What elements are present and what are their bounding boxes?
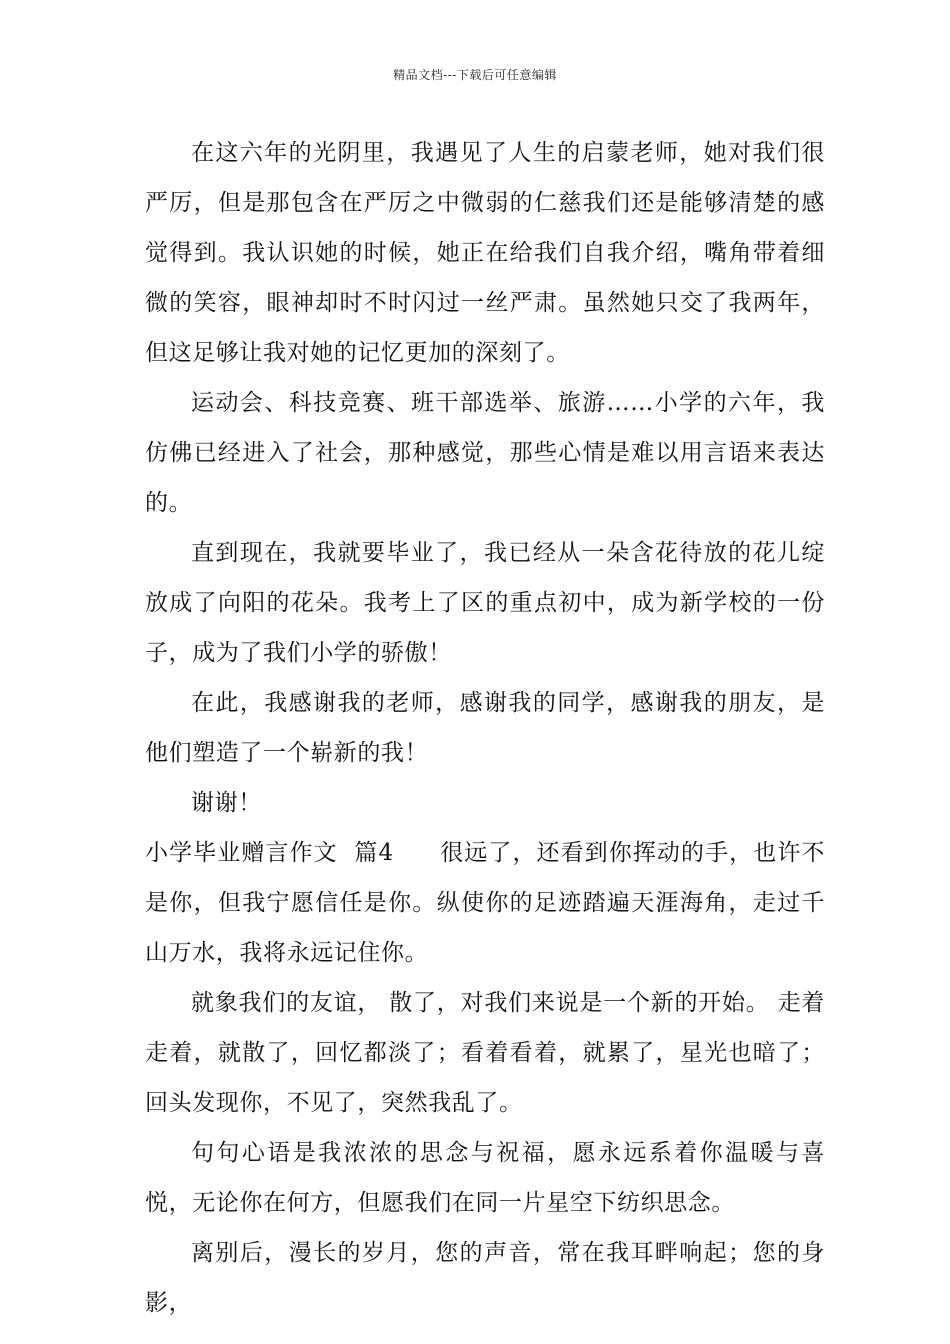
section-intro: 很远了，还看到你挥动的手，也许不是你，但我宁愿信任是你。纵使你的足迹踏遍天涯海角，走过千山万水，我将永远记住你。 <box>145 840 825 966</box>
paragraph-2: 运动会、科技竞赛、班干部选举、旅游……小学的六年，我仿佛已经进入了社会，那种感觉，那些心情是难以用言语来表达的。 <box>145 390 825 516</box>
paragraph-3: 直到现在，我就要毕业了，我已经从一朵含花待放的花儿绽放成了向阳的花朵。我考上了区的重点初中，成为新学校的一份子，成为了我们小学的骄傲！ <box>145 540 825 666</box>
paragraph-8: 离别后，漫长的岁月，您的声音，常在我耳畔响起；您的身影， <box>145 1240 825 1316</box>
paragraph-7: 句句心语是我浓浓的思念与祝福，愿永远系着你温暖与喜悦，无论你在何方，但愿我们在同一片星空下纺织思念。 <box>145 1140 825 1216</box>
paragraph-1: 在这六年的光阴里，我遇见了人生的启蒙老师，她对我们很严厉，但是那包含在严厉之中微弱的仁慈我们还是能够清楚的感觉得到。我认识她的时候，她正在给我们自我介绍，嘴角带着细微的笑容，眼神却时不时闪过一丝严肃。虽然她只交了我两年，但这足够让我对她的记忆更加的深刻了。 <box>145 140 825 366</box>
paragraph-4: 在此，我感谢我的老师，感谢我的同学，感谢我的朋友，是他们塑造了一个崭新的我！ <box>145 690 825 766</box>
document-body <box>145 128 825 1328</box>
page-header: 精品文档---下载后可任意编辑 <box>393 68 557 82</box>
section-title: 小学毕业赠言作文 篇4 <box>145 840 394 866</box>
section-paragraph <box>145 828 825 978</box>
paragraph-5: 谢谢！ <box>191 790 262 816</box>
paragraph-6: 就象我们的友谊， 散了，对我们来说是一个新的开始。 走着走着，就散了，回忆都淡了；看着看着，就累了，星光也暗了；回头发现你，不见了，突然我乱了。 <box>145 990 825 1116</box>
